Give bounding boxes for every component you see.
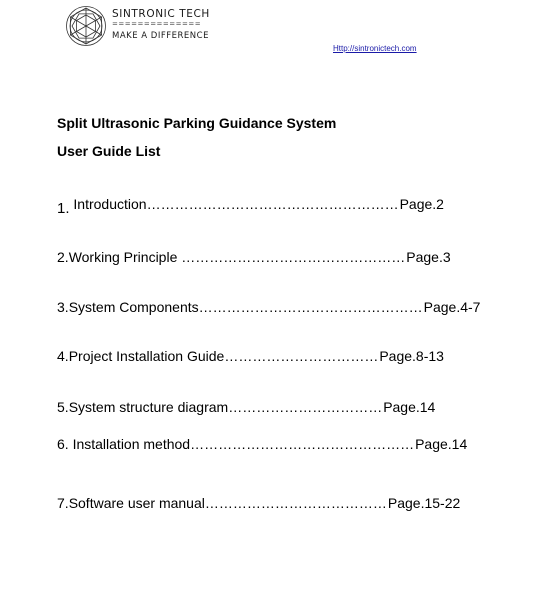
toc-page: Page.14 [415, 436, 468, 452]
toc-item-introduction [57, 196, 444, 217]
toc-item-installation-method [57, 436, 467, 452]
toc-number: 1. [57, 200, 70, 217]
toc-label: Project Installation Guide [68, 348, 225, 364]
toc-label: Installation method [68, 436, 191, 452]
toc-leader: ………………………………… [204, 495, 387, 511]
brand-tagline: MAKE A DIFFERENCE [112, 31, 209, 41]
toc-leader: ………………………………………… [198, 299, 423, 315]
document-subtitle: User Guide List [57, 143, 161, 159]
sintronic-logo-icon [65, 5, 107, 47]
toc-leader: …………………………… [228, 399, 383, 415]
toc-number: 3. [57, 299, 69, 315]
document-title: Split Ultrasonic Parking Guidance System [57, 115, 337, 131]
brand-name: SINTRONIC TECH [112, 8, 210, 20]
toc-number: 7. [57, 495, 69, 511]
toc-item-working-principle [57, 249, 451, 265]
toc-label: System Components [68, 299, 199, 315]
brand-block [112, 8, 210, 42]
toc-leader: ………………………………………… [190, 436, 415, 452]
toc-page: Page.2 [399, 196, 444, 212]
toc-leader: …………………………… [224, 348, 379, 364]
toc-label: Software user manual [68, 495, 205, 511]
toc-item-software-user-manual [57, 495, 460, 511]
toc-label: Working Principle [68, 249, 182, 265]
website-link[interactable]: Http://sintronictech.com [333, 44, 417, 53]
toc-page: Page.14 [383, 399, 436, 415]
toc-page: Page.15-22 [387, 495, 461, 511]
toc-item-project-installation-guide [57, 348, 444, 364]
toc-page: Page.4-7 [423, 299, 481, 315]
toc-item-system-components [57, 299, 480, 315]
toc-leader: ………………………………………… [181, 249, 406, 265]
toc-number: 5. [57, 399, 69, 415]
brand-rule: ============== [112, 20, 202, 28]
toc-number: 6. [57, 436, 69, 452]
toc-page: Page.8-13 [379, 348, 444, 364]
toc-item-system-structure-diagram [57, 399, 435, 415]
toc-leader: ……………………………………………… [146, 196, 399, 212]
toc-number: 4. [57, 348, 69, 364]
toc-label: System structure diagram [68, 399, 229, 415]
toc-number: 2. [57, 249, 69, 265]
toc-page: Page.3 [406, 249, 451, 265]
toc-label: Introduction [69, 196, 147, 212]
